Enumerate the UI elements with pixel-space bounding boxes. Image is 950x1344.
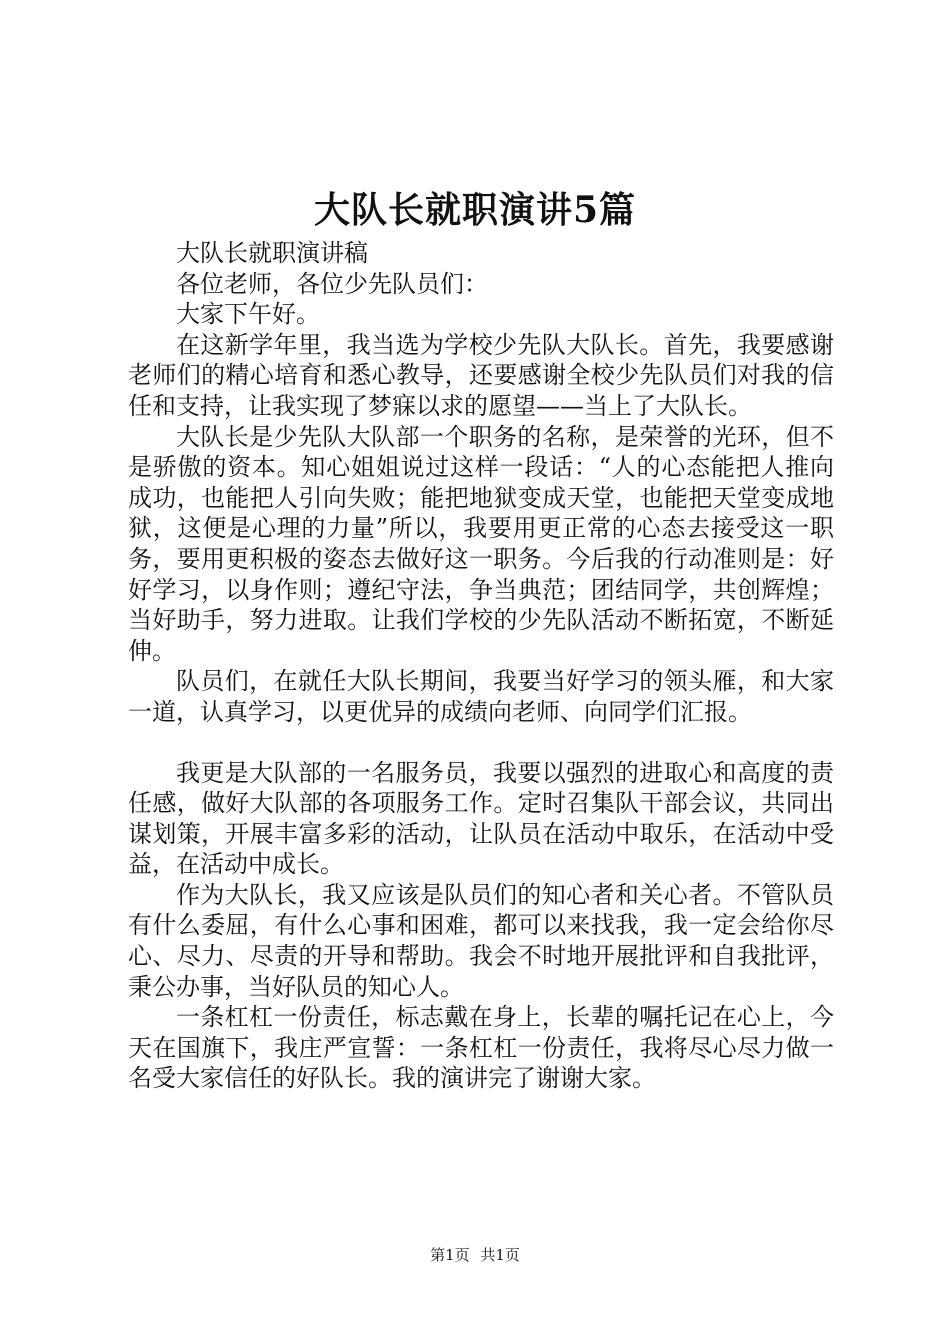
page-number: 第1页 (430, 1246, 470, 1264)
page-total: 共1页 (480, 1246, 520, 1264)
document-title: 大队长就职演讲5篇 (313, 189, 637, 231)
paragraph: 作为大队长，我又应该是队员们的知心者和关心者。不管队员有什么委屈，有什么心事和困难，都可以来找我，我一定会给你尽心、尽力、尽责的开导和帮助。我会不时地开展批评和自我批评，秉公办事，当好队员的知心人。 (128, 880, 834, 1001)
paragraph-greeting: 大家下午好。 (176, 300, 320, 329)
paragraph: 队员们，在就任大队长期间，我要当好学习的领头雁，和大家一道，认真学习，以更优异的成绩向老师、向同学们汇报。 (128, 667, 834, 726)
paragraph: 大队长是少先队大队部一个职务的名称，是荣誉的光环，但不是骄傲的资本。知心姐姐说过这样一段话：“人的心态能把人推向成功，也能把人引向失败；能把地狱变成天堂，也能把天堂变成地狱，这便是心理的力量”所以，我要用更正常的心态去接受这一职务，要用更积极的姿态去做好这一职务。今后我的行动准则是：好好学习，以身作则；遵纪守法，争当典范；团结同学，共创辉煌；当好助手，努力进取。让我们学校的少先队活动不断拓宽，不断延伸。 (128, 422, 834, 665)
document-body (128, 238, 834, 1094)
paragraph-salutation: 各位老师，各位少先队员们： (176, 269, 488, 298)
paragraph: 我更是大队部的一名服务员，我要以强烈的进取心和高度的责任感，做好大队部的各项服务工作。定时召集队干部会议，共同出谋划策，开展丰富多彩的活动，让队员在活动中取乐，在活动中受益，在活动中成长。 (128, 758, 834, 879)
paragraph-heading: 大队长就职演讲稿 (176, 239, 368, 267)
page-footer (0, 1245, 950, 1265)
paragraph: 一条杠杠一份责任，标志戴在身上，长辈的嘱托记在心上，今天在国旗下，我庄严宣誓：一条杠杠一份责任，我将尽心尽力做一名受大家信任的好队长。我的演讲完了谢谢大家。 (128, 1003, 834, 1093)
paragraph: 在这新学年里，我当选为学校少先队大队长。首先，我要感谢老师们的精心培育和悉心教导，还要感谢全校少先队员们对我的信任和支持，让我实现了梦寐以求的愿望——当上了大队长。 (128, 330, 834, 420)
